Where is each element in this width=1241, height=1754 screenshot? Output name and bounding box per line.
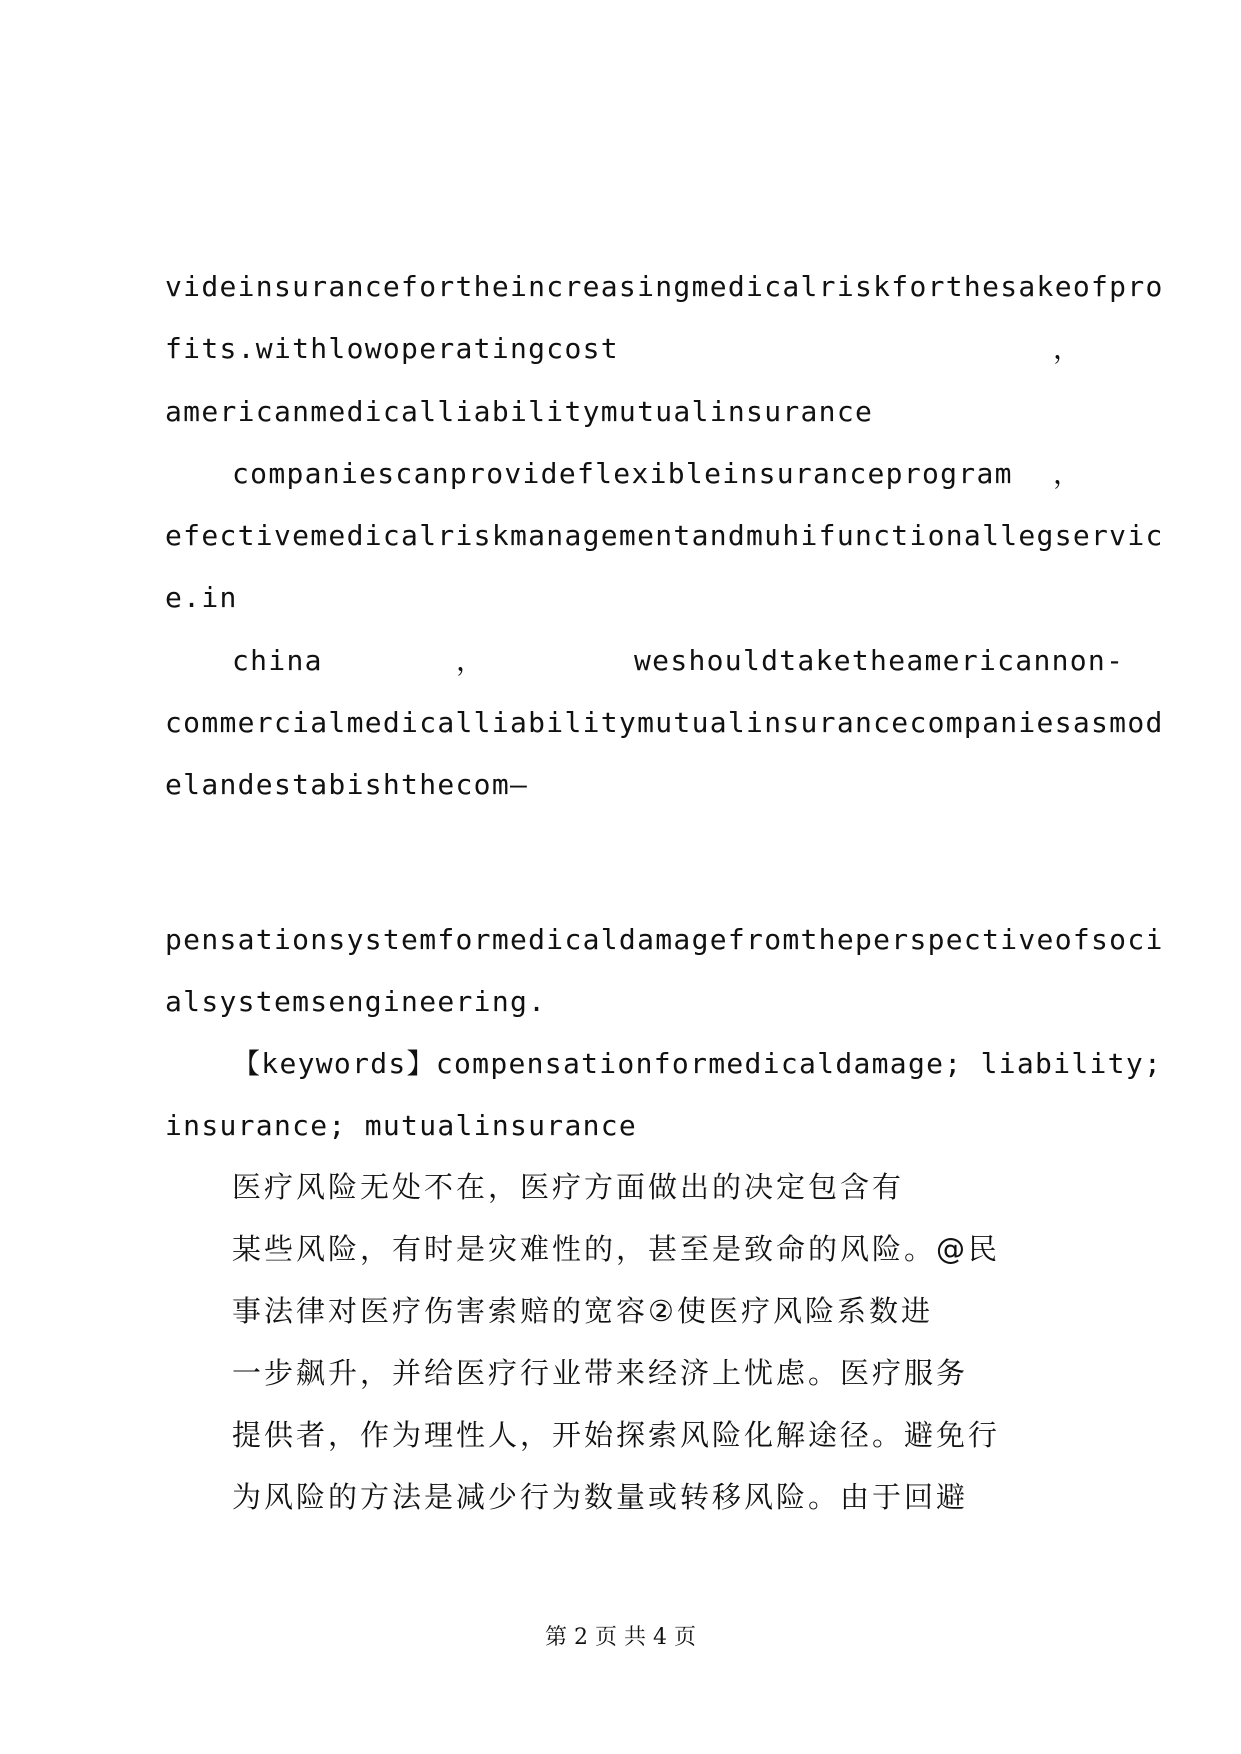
comma: ， xyxy=(456,644,485,677)
chinese-text-line: 某些风险，有时是灾难性的，甚至是致命的风险。@民 xyxy=(232,1232,1001,1266)
text-line: commercialmedicalliabilitymutualinsurancecompaniesasmod xyxy=(165,706,1164,739)
text-line: e.in xyxy=(165,581,238,614)
chinese-text-line: 提供者，作为理性人，开始探索风险化解途径。避免行 xyxy=(232,1418,1001,1452)
text-line: pensationsystemformedicaldamagefromtheperspectiveofsoci xyxy=(165,923,1164,956)
text-line: videinsurancefortheincreasingmedicalriskforthesakeofpro xyxy=(165,270,1164,303)
text-line: companiescanprovideflexibleinsuranceprogram xyxy=(232,457,1013,490)
text-line: fits.withlowoperatingcost xyxy=(165,332,619,365)
chinese-text-line: 一步飙升，并给医疗行业带来经济上忧虑。医疗服务 xyxy=(232,1356,969,1390)
text-line: elandestabishthecom— xyxy=(165,768,529,801)
page-footer: 第 2 页 共 4 页 xyxy=(545,1625,696,1650)
text-line: alsystemsengineering. xyxy=(165,985,547,1018)
comma: ， xyxy=(1053,457,1082,490)
text-line: china xyxy=(232,644,323,677)
text-line: weshouldtaketheamericannon- xyxy=(634,644,1125,677)
comma: ， xyxy=(1053,332,1082,365)
keywords-line: 【keywords】compensationformedicaldamage; liability; xyxy=(232,1047,1163,1080)
keywords-line: insurance; mutualinsurance xyxy=(165,1109,638,1142)
text-line: americanmedicalliabilitymutualinsurance xyxy=(165,395,874,428)
text-line: efectivemedicalriskmanagementandmuhifunctionallegservic xyxy=(165,519,1164,552)
chinese-text-line: 事法律对医疗伤害索赔的宽容②使医疗风险系数进 xyxy=(232,1294,933,1328)
chinese-text-line: 医疗风险无处不在，医疗方面做出的决定包含有 xyxy=(232,1170,905,1204)
chinese-text-line: 为风险的方法是减少行为数量或转移风险。由于回避 xyxy=(232,1480,969,1514)
